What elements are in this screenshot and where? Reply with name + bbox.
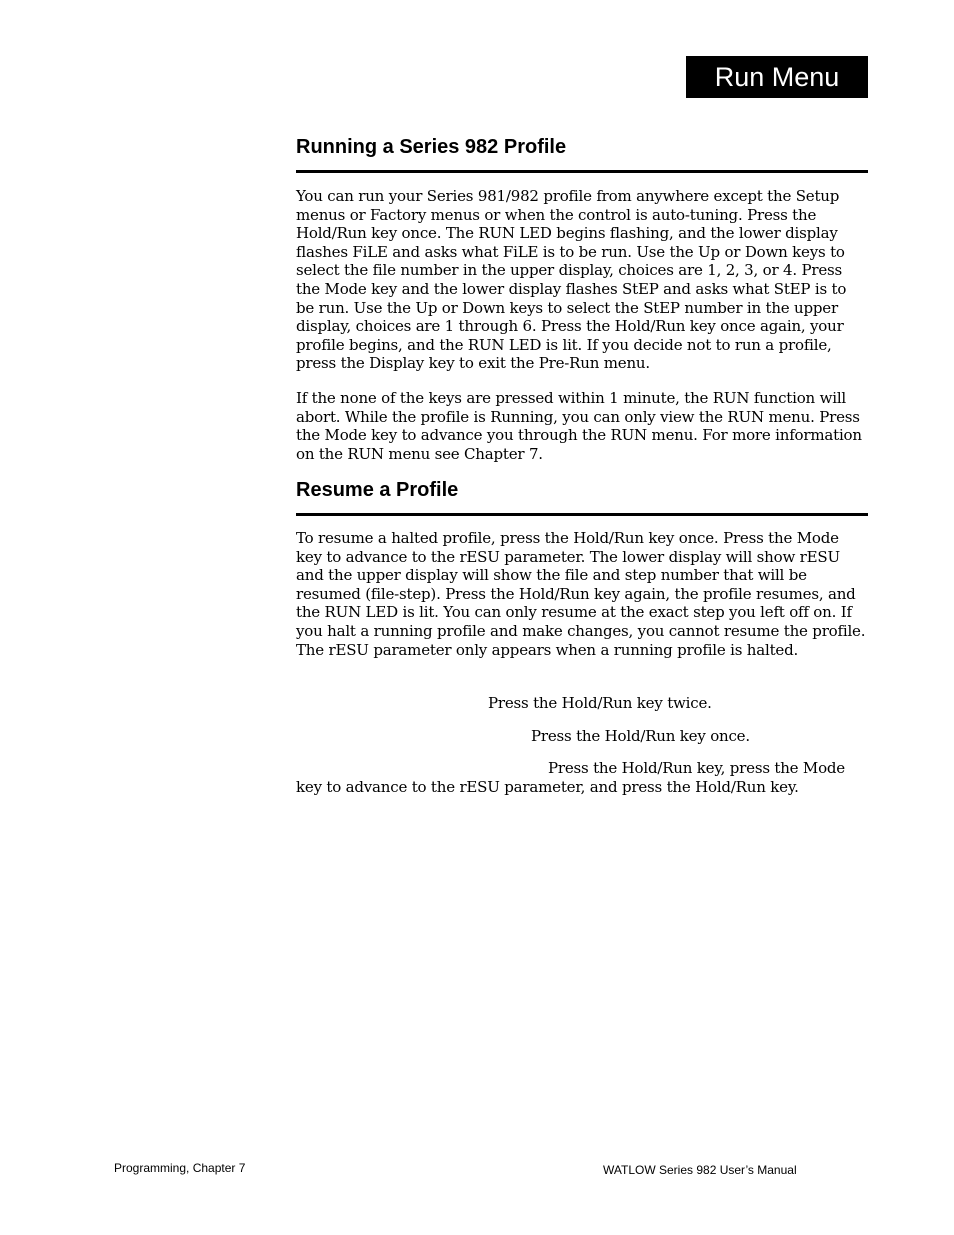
section-resume-profile bbox=[296, 478, 868, 502]
resume-profile-paragraph-1: To resume a halted profile, press the Hold/Run key once. Press the Mode key to advance to the rESU parameter. The lower display will show rESU and the upper display will show the file and step number that will be resumed (file-step). Press the Hold/Run key again, the profile resumes, and the RUN LED is lit. You can only resume at the exact step you left off on. If you halt a running profile and make changes, you cannot resume the profile. The rESU parameter only appears when a running profile is halted. bbox=[296, 529, 866, 659]
body-paragraph bbox=[296, 389, 868, 463]
body-paragraph bbox=[296, 529, 868, 659]
section-heading-running-profile: Running a Series 982 Profile bbox=[296, 136, 567, 158]
section-heading-resume-profile: Resume a Profile bbox=[296, 479, 459, 501]
footer-right: WATLOW Series 982 User’s Manual bbox=[603, 1163, 797, 1177]
resume-instruction-3: Press the Hold/Run key, press the Mode key to advance to the rESU parameter, and press the Hold/Run key. bbox=[296, 759, 845, 796]
resume-instruction-2: Press the Hold/Run key once. bbox=[531, 727, 750, 745]
running-profile-paragraph-2: If the none of the keys are pressed within 1 minute, the RUN function will abort. While the profile is Running, you can only view the RUN menu. Press the Mode key to advance you through the RUN menu. For more information on the RUN menu see Chapter 7. bbox=[296, 389, 862, 463]
page-header-tab: Run Menu bbox=[686, 56, 868, 98]
running-profile-paragraph-1: You can run your Series 981/982 profile from anywhere except the Setup menus or Factory menus or when the control is auto-tuning. Press the Hold/Run key once. The RUN LED begins flashing, and the lower display flashes FiLE and asks what FiLE is to be run. Use the Up or Down keys to select the file number in the upper display, choices are 1, 2, 3, or 4. Press the Mode key and the lower display flashes StEP and asks what StEP is to be run. Use the Up or Down keys to select the StEP number in the upper display, choices are 1 through 6. Press the Hold/Run key once again, your profile begins, and the RUN LED is lit. If you decide not to run a profile, press the Display key to exit the Pre-Run menu. bbox=[296, 187, 847, 373]
heading-rule bbox=[296, 170, 868, 173]
footer-left: Programming, Chapter 7 bbox=[114, 1161, 246, 1175]
body-paragraph bbox=[296, 694, 868, 713]
resume-instruction-1: Press the Hold/Run key twice. bbox=[488, 694, 712, 712]
body-paragraph bbox=[296, 759, 868, 796]
section-running-profile bbox=[296, 135, 868, 159]
body-paragraph bbox=[296, 187, 868, 373]
body-paragraph bbox=[296, 727, 868, 746]
heading-rule bbox=[296, 513, 868, 516]
